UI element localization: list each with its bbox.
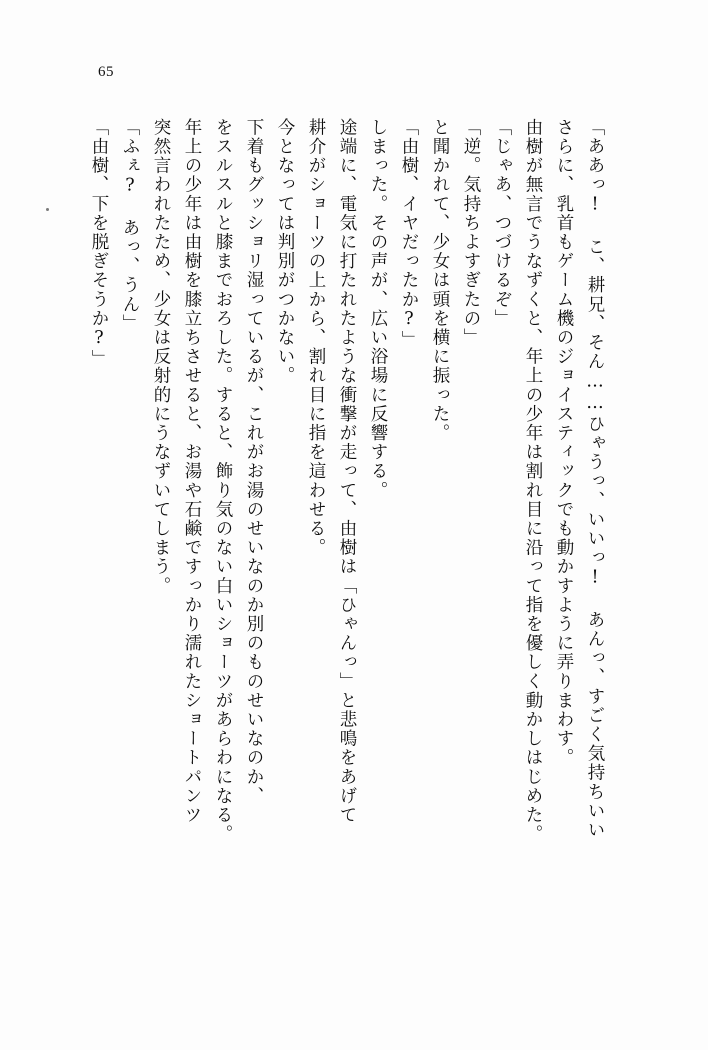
vertical-text-block	[76, 118, 642, 958]
text-column: 突然言われたため、少女は反射的にうなずいてしまう。	[151, 118, 171, 596]
text-column: 途端に、電気に打たれたような衝撃が走って、由樹は「ひゃんっ」と悲鳴をあげて	[337, 118, 357, 825]
scan-speck	[46, 208, 49, 211]
text-column: と聞かれて、少女は頭を横に振った。	[430, 118, 450, 443]
text-column: 「由樹、イヤだったか?」	[399, 118, 419, 350]
text-column: 「由樹、下を脱ぎそうか?」	[89, 118, 109, 369]
text-column: 「ふぇ? あっ、うん」	[120, 118, 140, 334]
page-number: 65	[98, 64, 114, 80]
text-column: をスルスルと膝までおろした。すると、飾り気のない白いショーツがあらわになる。	[213, 118, 233, 844]
text-column: 耕介がショーツの上から、割れ目に指を這わせる。	[306, 118, 326, 558]
text-column: 「ああっ! こ、耕兄、そん……ひゃうっ、いいっ! あんっ、すごく気持ちいい	[585, 118, 605, 840]
text-column: 「じゃあ、つづけるぞ」	[492, 118, 512, 329]
text-column: 由樹が無言でうなずくと、年上の少年は割れ目に沿って指を優しく動かしはじめた。	[523, 118, 543, 844]
text-column: さらに、乳首もゲーム機のジョイスティックでも動かすように弄りまわす。	[554, 118, 574, 768]
text-column: 今となっては判別がつかない。	[275, 118, 295, 386]
text-column: 下着もグッショリ湿っているが、これがお湯のせいなのか別のものせいなのか、	[244, 118, 264, 806]
text-column: 「逆。気持ちよすぎたの」	[461, 118, 481, 348]
text-column: 年上の少年は由樹を膝立ちさせると、お湯や石鹸ですっかり濡れたショートパンツ	[182, 118, 202, 825]
text-column: しまった。その声が、広い浴場に反響する。	[368, 118, 388, 500]
